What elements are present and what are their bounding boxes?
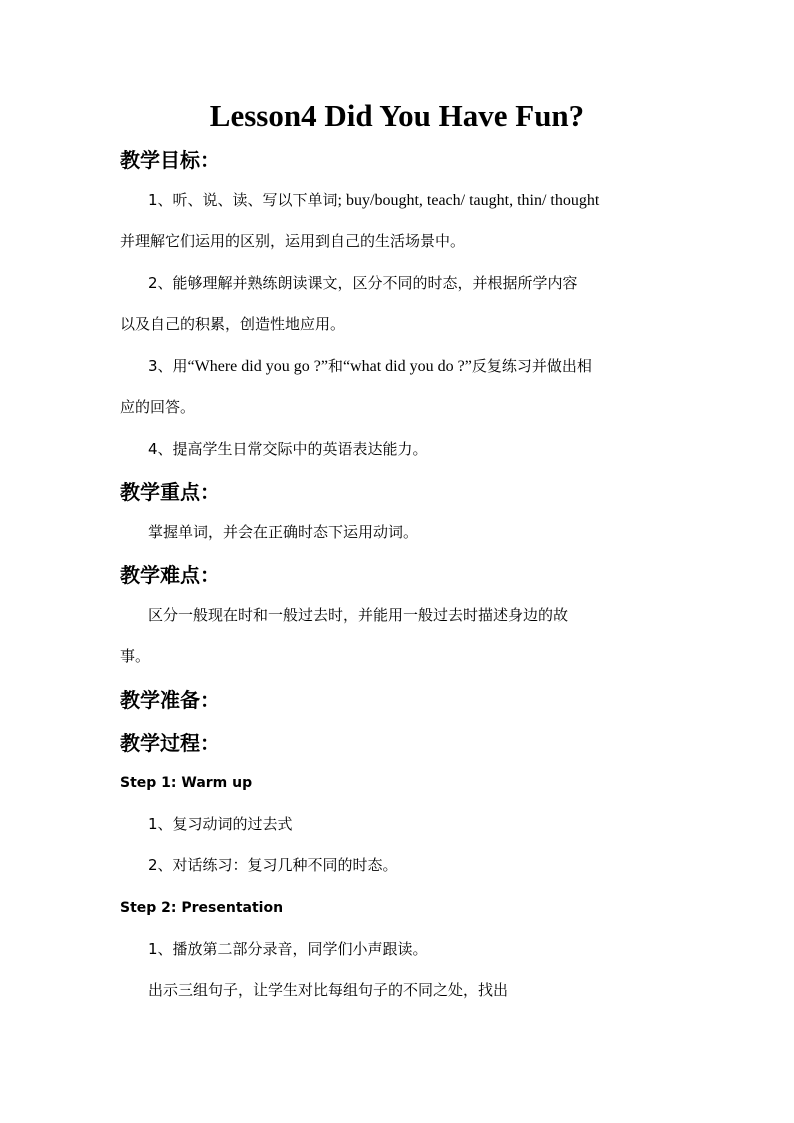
objective-item-3-line-1: 3、用“Where did you go ?”和“what did you do ?”反复练习并做出相 bbox=[148, 357, 592, 375]
step-2-item-1: 1、播放第二部分录音，同学们小声跟读。 bbox=[148, 940, 428, 958]
objective-item-1 bbox=[120, 180, 676, 262]
objective-item-1-line-2: 并理解它们运用的区别，运用到自己的生活场景中。 bbox=[120, 232, 466, 250]
objectives-heading: 教学目标： bbox=[120, 148, 220, 172]
process-heading: 教学过程： bbox=[120, 731, 220, 755]
objective-item-2-line-2: 以及自己的积累，创造性地应用。 bbox=[120, 315, 346, 333]
key-points-text: 掌握单词，并会在正确时态下运用动词。 bbox=[148, 523, 419, 541]
objective-item-3 bbox=[120, 346, 676, 428]
difficulties-line-2: 事。 bbox=[120, 647, 151, 665]
step-1-item-1: 1、复习动词的过去式 bbox=[148, 815, 293, 833]
objective-item-1-line-1: 1、听、说、读、写以下单词; buy/bought, teach/ taught, thin/ thought bbox=[148, 191, 600, 209]
step-1-title: Step 1: Warm up bbox=[120, 775, 253, 791]
step-2-items bbox=[120, 929, 676, 1011]
key-points-heading: 教学重点： bbox=[120, 480, 220, 504]
objective-item-2-line-1: 2、能够理解并熟练朗读课文，区分不同的时态，并根据所学内容 bbox=[148, 274, 578, 292]
objective-item-4-line-1: 4、提高学生日常交际中的英语表达能力。 bbox=[148, 440, 428, 458]
step-2-title: Step 2: Presentation bbox=[120, 900, 284, 916]
step-2-item-2: 出示三组句子，让学生对比每组句子的不同之处，找出 bbox=[148, 981, 509, 999]
objective-item-2 bbox=[120, 263, 676, 345]
objective-item-3-line-2: 应的回答。 bbox=[120, 398, 196, 416]
objective-item-4 bbox=[120, 429, 676, 470]
preparation-heading: 教学准备： bbox=[120, 688, 220, 712]
difficulties-text bbox=[120, 595, 676, 677]
step-1-items bbox=[120, 804, 676, 886]
lesson-title: Lesson4 Did You Have Fun? bbox=[209, 98, 585, 133]
step-1-item-2: 2、对话练习：复习几种不同的时态。 bbox=[148, 856, 398, 874]
difficulties-heading: 教学难点： bbox=[120, 563, 220, 587]
difficulties-line-1: 区分一般现在时和一般过去时，并能用一般过去时描述身边的故 bbox=[148, 606, 569, 624]
